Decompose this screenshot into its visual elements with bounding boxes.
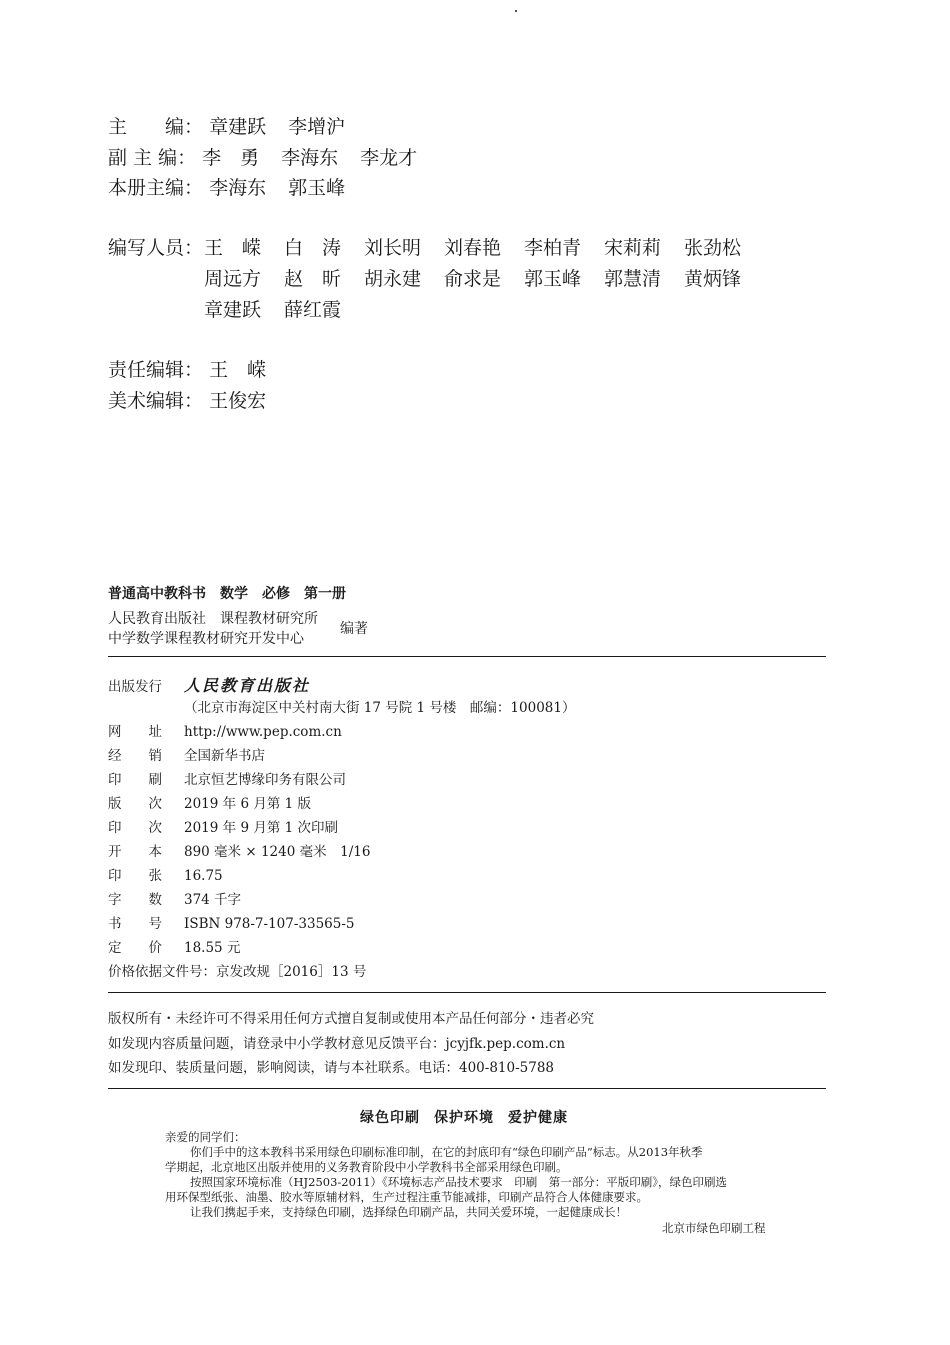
green-paragraph-line: 让我们携起手来，支持绿色印刷，选择绿色印刷产品，共同关爱环境，一起健康成长！ [190,1205,627,1219]
writer-name: 章建跃 [204,299,262,321]
writer-name: 刘长明 [364,237,422,259]
divider-rule [108,1088,826,1089]
content-feedback-notice: 如发现内容质量问题，请登录中小学教材意见反馈平台：jcyjfk.pep.com.cn [108,1036,566,1052]
divider-rule [108,656,826,657]
volume-chief-editor-name: 李海东 [209,177,267,199]
responsible-editor-name: 王 嵘 [209,359,267,381]
writer-name: 俞求是 [444,268,502,290]
writer-name: 胡永建 [364,268,422,290]
scan-speck [515,10,517,12]
deputy-chief-editor-name: 李 勇 [202,147,260,169]
author-role: 编著 [340,621,368,637]
pub-info-value: 18.55 元 [184,940,241,956]
pub-info-label: 书 号 [108,916,162,932]
pub-info-label: 版 次 [108,796,162,812]
pub-info-row [108,864,223,884]
deputy-chief-editor-name: 李龙才 [360,147,418,169]
writer-name: 赵 昕 [284,268,342,290]
pub-info-label: 印 次 [108,820,162,836]
pub-info-label: 开 本 [108,844,162,860]
writer-name: 刘春艳 [444,237,502,259]
price-basis: 价格依据文件号：京发改规［2016］13 号 [108,964,367,980]
pub-info-row [108,768,346,788]
writer-name: 王 嵘 [204,237,262,259]
writer-name: 郭慧清 [604,268,662,290]
pub-info-value: 全国新华书店 [184,748,265,764]
green-printing-slogan: 绿色印刷 [360,1110,420,1126]
green-greeting: 亲爱的同学们： [165,1130,246,1144]
pub-info-row [108,912,355,932]
writer-name: 薛红霞 [284,299,342,321]
writers-row [204,264,764,291]
pub-info-row [108,816,338,836]
pub-info-label: 字 数 [108,892,162,908]
pub-info-value: 2019 年 6 月第 1 版 [184,796,311,812]
writers-label: 编写人员： [108,237,204,259]
pub-info-value: 2019 年 9 月第 1 次印刷 [184,820,338,836]
pub-info-label: 网 址 [108,724,162,740]
writer-name: 郭玉峰 [524,268,582,290]
print-quality-notice: 如发现印、装质量问题，影响阅读，请与本社联系。电话：400-810-5788 [108,1060,555,1076]
green-paragraph-line: 你们手中的这本教科书采用绿色印刷标准印制，在它的封底印有“绿色印刷产品”标志。从2013年秋季 [190,1145,703,1159]
publisher-address: （北京市海淀区中关村南大街 17 号院 1 号楼 邮编：100081） [184,700,576,716]
pub-info-value: 890 毫米 × 1240 毫米 1/16 [184,844,371,860]
writer-name: 白 涛 [284,237,342,259]
green-paragraph-line: 用环保型纸张、油墨、胶水等原辅材料，生产过程注重节能减排，印刷产品符合人体健康要求。 [165,1190,648,1204]
writer-name: 李柏青 [524,237,582,259]
writers-row [204,233,764,260]
writer-name: 张劲松 [684,237,742,259]
green-printing-slogan: 爱护健康 [508,1110,568,1126]
volume-chief-editor-name: 郭玉峰 [288,177,346,199]
chief-editor-name: 李增沪 [288,116,346,138]
deputy-chief-editor-name: 李海东 [281,147,339,169]
pub-info-row [108,840,370,860]
pub-info-label: 印 刷 [108,772,162,788]
pub-info-value: 374 千字 [184,892,242,908]
pub-info-row [108,888,241,908]
pub-info-row [108,792,311,812]
pub-info-label: 印 张 [108,868,162,884]
pub-info-row [108,720,342,740]
green-paragraph-line: 按照国家环境标准（HJ2503-2011）《环境标志产品技术要求 印刷 第一部分：平版印刷》，绿色印刷选 [190,1175,728,1189]
green-printing-title [360,1107,582,1127]
pub-info-value: ISBN 978-7-107-33565-5 [184,916,355,932]
pub-info-label: 定 价 [108,940,162,956]
green-printing-slogan: 保护环境 [434,1110,494,1126]
volume-chief-editor-row [108,173,367,200]
art-editor-label: 美术编辑： [108,390,204,412]
responsible-editor-label: 责任编辑： [108,359,204,381]
pub-info-value: http://www.pep.com.cn [184,724,342,740]
volume-chief-editor-label: 本册主编： [108,177,204,199]
chief-editor-name: 章建跃 [209,116,267,138]
pub-info-label: 经 销 [108,748,162,764]
green-signature: 北京市绿色印刷工程 [662,1221,766,1235]
responsible-editor-row [108,355,288,382]
publisher-logo: 人民教育出版社 [184,676,311,695]
pub-info-row [108,744,265,764]
cip-publisher-line2: 中学数学课程教材研究开发中心 [108,631,304,647]
publisher-row [108,673,310,696]
chief-editor-label: 主 编： [108,116,204,138]
copyright-notice: 版权所有・未经许可不得采用任何方式擅自复制或使用本产品任何部分・违者必究 [108,1011,594,1027]
chief-editor-row [108,112,367,139]
book-title: 普通高中教科书 数学 必修 第一册 [108,586,346,602]
deputy-chief-editor-label: 副 主 编： [108,147,197,169]
cip-publisher-line1: 人民教育出版社 课程教材研究所 [108,611,318,627]
writer-name: 宋莉莉 [604,237,662,259]
pub-info-value: 北京恒艺博缘印务有限公司 [184,772,346,788]
art-editor-row [108,386,288,413]
writers-row [204,295,364,322]
art-editor-name: 王俊宏 [209,390,267,412]
writer-name: 周远方 [204,268,262,290]
publisher-label: 出版发行 [108,679,162,695]
pub-info-value: 16.75 [184,868,223,884]
green-paragraph-line: 学期起，北京地区出版并使用的义务教育阶段中小学教科书全部采用绿色印刷。 [165,1160,568,1174]
writer-name: 黄炳锋 [684,268,742,290]
pub-info-row [108,936,240,956]
deputy-chief-editor-row [108,143,439,170]
writers-label-container [108,233,203,260]
divider-rule [108,992,826,993]
